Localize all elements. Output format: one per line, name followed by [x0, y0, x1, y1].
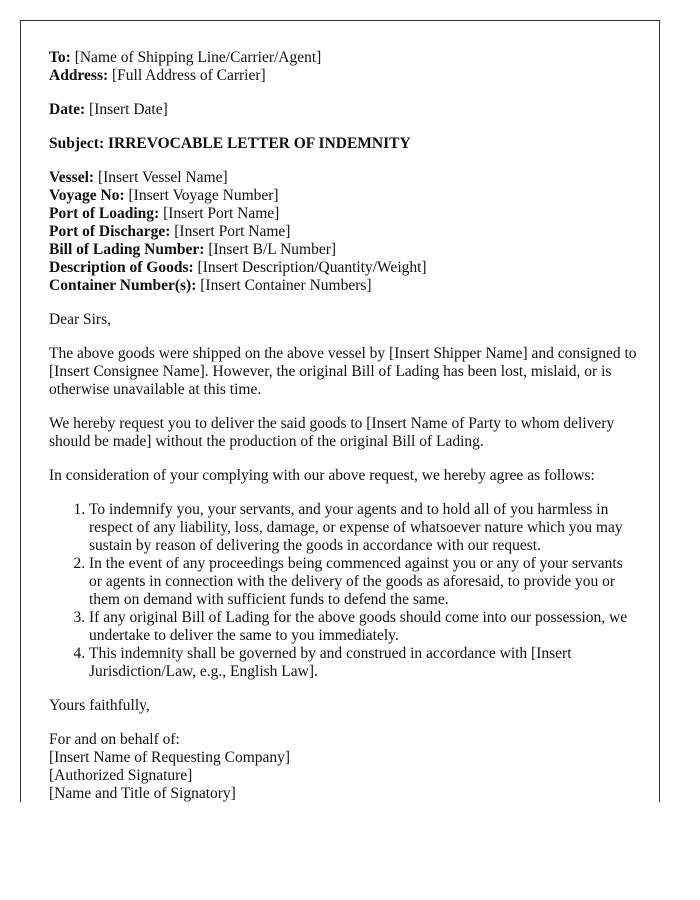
- paragraph-consideration: In consideration of your complying with our above request, we hereby agree as follows:: [49, 467, 595, 484]
- authorized-signature: [Authorized Signature]: [49, 767, 193, 784]
- date-value: [Insert Date]: [89, 101, 168, 118]
- paragraph-request: We hereby request you to deliver the said goods to [Insert Name of Party to whom delivery should be made] without the production of the original Bill of Lading.: [49, 415, 615, 450]
- detail-label: Description of Goods:: [49, 259, 194, 276]
- detail-value: [Insert Port Name]: [163, 205, 280, 222]
- to-value: [Name of Shipping Line/Carrier/Agent]: [74, 49, 322, 66]
- term-item: 3. If any original Bill of Lading for the above goods should come into our possession, we undertake to deliver the same to you immediately.: [89, 609, 639, 645]
- shipment-details: [49, 169, 639, 295]
- subject-label: Subject:: [49, 135, 105, 152]
- detail-row: [49, 241, 639, 259]
- detail-label: Port of Loading:: [49, 205, 160, 222]
- indemnity-terms-list: [49, 501, 639, 681]
- valediction: Yours faithfully,: [49, 697, 150, 714]
- salutation: Dear Sirs,: [49, 311, 111, 328]
- date-line: [49, 101, 639, 119]
- address-value: [Full Address of Carrier]: [112, 67, 266, 84]
- letter-body: [49, 49, 639, 802]
- paragraph-shipment: The above goods were shipped on the above vessel by [Insert Shipper Name] and consigned to [Insert Consignee Name]. However, the original Bill of Lading has been lost, mislaid, or is otherwise unavailable at this time.: [49, 345, 637, 398]
- signatory-name-title: [Name and Title of Signatory]: [49, 785, 236, 802]
- detail-row: [49, 169, 639, 187]
- signature-block: [49, 731, 639, 802]
- detail-row: [49, 187, 639, 205]
- detail-value: [Insert Voyage Number]: [128, 187, 279, 204]
- detail-row: [49, 205, 639, 223]
- detail-value: [Insert Vessel Name]: [97, 169, 228, 186]
- detail-value: [Insert Description/Quantity/Weight]: [197, 259, 427, 276]
- term-item: 1. To indemnify you, your servants, and your agents and to hold all of you harmless in respect of any liability, loss, damage, or expense of whatsoever nature which you may sustain by reason of delivering the goods in accordance with our request.: [89, 501, 639, 555]
- detail-value: [Insert B/L Number]: [208, 241, 337, 258]
- date-label: Date:: [49, 101, 86, 118]
- detail-value: [Insert Port Name]: [174, 223, 291, 240]
- subject-value: IRREVOCABLE LETTER OF INDEMNITY: [107, 135, 411, 152]
- detail-label: Vessel:: [49, 169, 95, 186]
- to-label: To:: [49, 49, 71, 66]
- detail-row: [49, 223, 639, 241]
- term-item: 2. In the event of any proceedings being commenced against you or any of your servants or agents in connection with the delivery of the goods as aforesaid, to provide you or them on demand with sufficient funds to defend the same.: [89, 555, 639, 609]
- term-item: 4. This indemnity shall be governed by and construed in accordance with [Insert Jurisdiction/Law, e.g., English Law].: [89, 645, 639, 681]
- detail-label: Port of Discharge:: [49, 223, 171, 240]
- company-name: [Insert Name of Requesting Company]: [49, 749, 291, 766]
- detail-label: Voyage No:: [49, 187, 125, 204]
- subject-line: [49, 135, 639, 153]
- to-line: [49, 49, 639, 67]
- detail-label: Container Number(s):: [49, 277, 197, 294]
- recipient-block: [49, 49, 639, 85]
- detail-value: [Insert Container Numbers]: [200, 277, 372, 294]
- address-label: Address:: [49, 67, 109, 84]
- letter-page: [20, 20, 660, 802]
- address-line: [49, 67, 639, 85]
- detail-label: Bill of Lading Number:: [49, 241, 205, 258]
- detail-row: [49, 259, 639, 277]
- detail-row: [49, 277, 639, 295]
- on-behalf-line: For and on behalf of:: [49, 731, 180, 748]
